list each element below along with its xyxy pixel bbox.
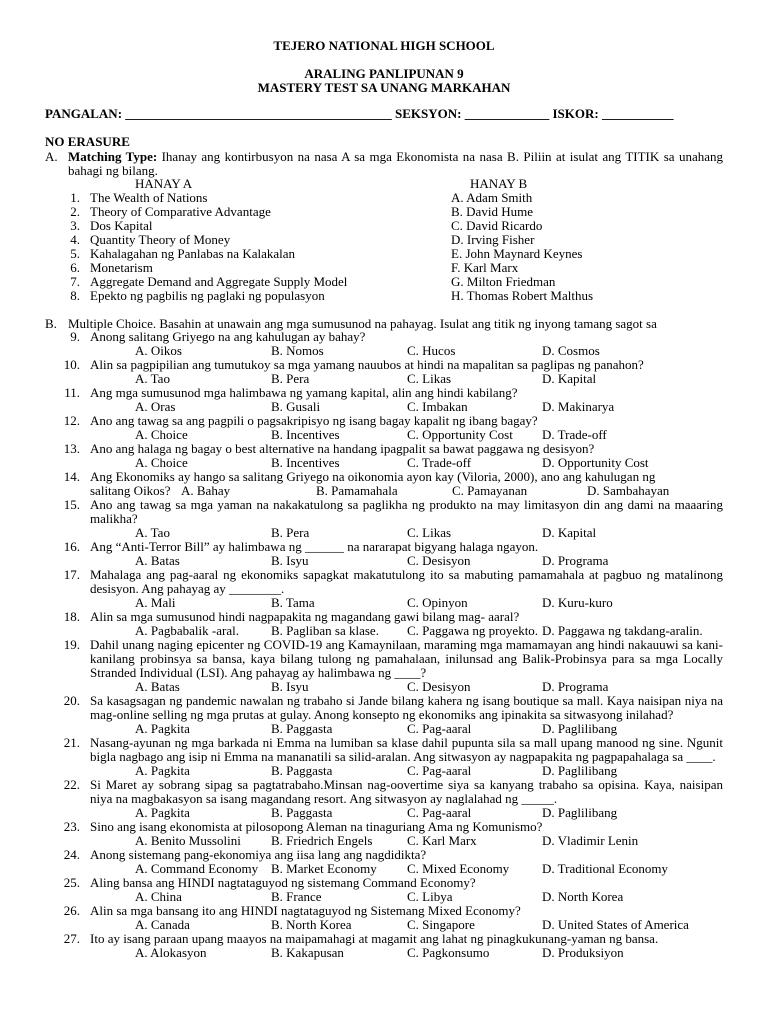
option-a: A. Choice [135,427,188,442]
option-d: D. Cosmos [542,343,600,358]
option-b: B. Kakapusan [271,945,344,960]
question-number: 11. [64,385,80,400]
option-b: B. Tama [271,595,315,610]
question-15 [45,498,723,526]
question-16 [45,540,723,554]
answer-options [45,946,723,960]
option-d: D. Vladimir Lenin [542,833,639,848]
question-21 [45,736,723,764]
option-b: B. Pera [271,525,310,540]
column-b-item: G. Milton Friedman [451,274,556,289]
question-number: 17. [63,567,80,582]
option-b: B. Paggasta [271,721,333,736]
matching-item [45,219,723,233]
option-d: D. Traditional Economy [542,861,669,876]
option-c: C. Likas [407,371,452,386]
option-d: D. Opportunity Cost [542,455,649,470]
subject-title: ARALING PANLIPUNAN 9 [304,66,464,81]
option-c: C. Pag-aaral [407,763,472,778]
column-a-item: Kahalagahan ng Panlabas na Kalakalan [90,246,296,261]
question-27 [45,932,723,946]
answer-options [45,722,723,736]
option-c: C. Trade-off [407,455,472,470]
question-12 [45,414,723,428]
option-c: C. Hucos [407,343,456,358]
question-text: Alin sa mga bansang ito ang HINDI nagtataguyod ng Sistemang Mixed Economy? [90,903,521,918]
section-a-label: Matching Type: [68,149,158,164]
question-number: 22. [63,777,80,792]
option-a: A. Batas [135,553,180,568]
question-list [45,330,723,960]
option-d: D. United States of America [542,917,689,932]
question-number: 19. [63,637,80,652]
option-a: A. Tao [135,371,170,386]
option-d: D. Paglilibang [542,721,618,736]
question-number: 18. [63,609,80,624]
option-b: B. Paggasta [271,805,333,820]
school-name: TEJERO NATIONAL HIGH SCHOOL [273,38,495,53]
answer-options [45,428,723,442]
option-c: C. Libya [407,889,453,904]
column-b-item: D. Irving Fisher [451,232,535,247]
option-a: A. Oikos [135,343,182,358]
column-a-item: Quantity Theory of Money [90,232,231,247]
option-c: C. Pag-aaral [407,805,472,820]
question-text: Alin sa mga sumusunod hindi nagpapakita ng magandang gawi bilang mag- aaral? [90,609,520,624]
section-a-instruction [45,150,723,178]
option-c: C. Opportunity Cost [407,427,513,442]
option-c: C. Pag-aaral [407,721,472,736]
option-a: A. Alokasyon [135,945,207,960]
question-9 [45,330,723,344]
no-erasure-note: NO ERASURE [45,134,130,149]
question-17 [45,568,723,596]
column-a-item: The Wealth of Nations [90,190,208,205]
option-a: A. Pagbabalik -aral. [135,623,239,638]
matching-item [45,289,723,303]
item-number: 2. [70,204,80,219]
option-a: A. Tao [135,525,170,540]
matching-item [45,233,723,247]
option-d: D. Kapital [542,371,597,386]
option-b: B. Friedrich Engels [271,833,373,848]
option-c: C. Opinyon [407,595,468,610]
question-text: Sino ang isang ekonomista at pilosopong Aleman na tinaguriang Ama ng Komunismo? [90,819,543,834]
option-a: A. Oras [135,399,176,414]
matching-item [45,205,723,219]
question-number: 16. [63,539,80,554]
question-text: Ano ang tawag sa mga yaman na nakakatulong sa paglikha ng produkto na may limitasyon din ang dami na maaaring malikha? [90,497,723,526]
question-text: Sa kasagsagan ng pandemic nawalan ng trabaho si Jande bilang kahera ng isang boutique sa mall. Kaya naisipan niya na mag-online selling ng mga prutas at gulay. Anong konsepto ng ekonomiks ang ipinakita sa sitwasyong inilahad? [90,693,723,722]
column-a-item: Epekto ng pagbilis ng paglaki ng populasyon [90,288,325,303]
column-a-item: Monetarism [90,260,153,275]
name-section-score-line: PANGALAN: _________________________________________ SEKSYON: _____________ ISKOR: ___________ [45,106,674,121]
matching-item [45,247,723,261]
section-a-letter: A. [45,149,58,164]
option-b: B. Market Economy [271,861,377,876]
option-d: D. Kuru-kuro [542,595,613,610]
option-d: D. Programa [542,553,609,568]
option-b: B. Pamamahala [316,483,398,498]
option-a: A. Canada [135,917,190,932]
option-b: B. France [271,889,322,904]
option-b: B. North Korea [271,917,352,932]
question-text: Nasang-ayunan ng mga barkada ni Emma na lumiban sa klase dahil pupunta sila sa mall upang manood ng sine. Ngunit bigla nagbago ang isip ni Emma na mananatili sa silid-aralan. Ang sitwasyon ay nagpapakita ng pagpapahalaga sa ____. [90,735,723,764]
answer-options [45,918,723,932]
question-text: Ang Ekonomiks ay hango sa salitang Griyego na oikonomia ayon kay (Viloria, 2000), ano ang kahulugan ng [90,469,656,484]
answer-options [45,526,723,540]
item-number: 3. [70,218,80,233]
item-number: 4. [70,232,80,247]
option-c: C. Imbakan [407,399,468,414]
question-20 [45,694,723,722]
option-d: D. Produksiyon [542,945,624,960]
column-a-item: Dos Kapital [90,218,153,233]
answer-options [45,344,723,358]
question-number: 13. [63,441,80,456]
question-11 [45,386,723,400]
question-13 [45,442,723,456]
answer-options [45,862,723,876]
question-text: Alin sa pagpipilian ang tumutukoy sa mga yamang nauubos at hindi na mapalitan sa paglipas ng panahon? [90,357,644,372]
question-number: 20. [63,693,80,708]
question-number: 9. [70,329,80,344]
option-a: A. Command Economy [135,861,259,876]
option-b: B. Incentives [271,427,340,442]
column-a-item: Theory of Comparative Advantage [90,204,271,219]
option-c: C. Desisyon [407,553,471,568]
column-b-item: H. Thomas Robert Malthus [451,288,594,303]
question-24 [45,848,723,862]
answer-options [45,400,723,414]
question-19 [45,638,723,680]
item-number: 5. [70,246,80,261]
column-b-item: F. Karl Marx [451,260,519,275]
option-d: D. Paglilibang [542,763,618,778]
answer-options-inline [90,484,723,498]
question-text: Dahil unang naging epicenter ng COVID-19 ang Kamaynilaan, maraming mga mamamayan ang hindi nakauuwi sa kani-kanilang probinsya sa bansa, kaya bilang tulong ng pamahalaan, inilunsad ang Balik-Probinsya para sa mga Locally Stranded Individual (LSI). Ang pahayag ay halimbawa ng ____? [90,637,723,680]
item-number: 8. [70,288,80,303]
test-title: MASTERY TEST SA UNANG MARKAHAN [257,80,511,95]
option-b: B. Isyu [271,679,309,694]
question-number: 23. [63,819,80,834]
section-b-letter: B. [45,316,57,331]
item-number: 6. [70,260,80,275]
question-text: Si Maret ay sobrang sipag sa pagtatrabaho.Minsan nag-oovertime siya sa kanyang trabaho sa opisina. Kaya, naisipan niya na magbakasyon sa isang magandang resort. Ang sitwasyon ay naglalahad ng _____. [90,777,723,806]
option-d: D. Makinarya [542,399,615,414]
option-a: A. Pagkita [135,721,190,736]
item-number: 1. [70,190,80,205]
question-23 [45,820,723,834]
column-a-heading: HANAY A [135,176,193,191]
question-18 [45,610,723,624]
answer-options [45,890,723,904]
option-c: C. Karl Marx [407,833,477,848]
option-b: B. Pagliban sa klase. [271,623,379,638]
question-number: 24. [63,847,80,862]
matching-item [45,261,723,275]
question-text: Ang mga sumusunod mga halimbawa ng yamang kapital, alin ang hindi kabilang? [90,385,518,400]
question-number: 12. [63,413,80,428]
answer-options [45,834,723,848]
answer-options [45,372,723,386]
question-text-continued: salitang Oikos? [90,483,171,498]
option-b: B. Isyu [271,553,309,568]
item-number: 7. [70,274,80,289]
option-d: D. Kapital [542,525,597,540]
question-text: Ano ang halaga ng bagay o best alternative na handang ipagpalit sa bawat paggawa ng desisyon? [90,441,595,456]
question-25 [45,876,723,890]
option-a: A. Mali [135,595,176,610]
option-c: C. Desisyon [407,679,471,694]
question-number: 10. [63,357,80,372]
option-a: A. Batas [135,679,180,694]
column-b-heading: HANAY B [470,176,528,191]
question-text: Ang “Anti-Terror Bill” ay halimbawa ng ______ na nararapat bigyang halaga ngayon. [90,539,539,554]
question-14 [45,470,723,484]
column-a-item: Aggregate Demand and Aggregate Supply Model [90,274,348,289]
option-b: B. Gusali [271,399,321,414]
question-text: Mahalaga ang pag-aaral ng ekonomiks sapagkat makatutulong ito sa mabuting pamamahala at pagbuo ng matalinong desisyon. Ang pahayag ay ________. [90,567,723,596]
option-b: B. Incentives [271,455,340,470]
question-text: Anong salitang Griyego na ang kahulugan ay bahay? [90,329,366,344]
section-b-text: Multiple Choice. Basahin at unawain ang mga sumusunod na pahayag. Isulat ang titik ng inyong tamang sagot sa [68,316,657,331]
option-c: C. Mixed Economy [407,861,510,876]
option-c: C. Singapore [407,917,475,932]
section-a-text: Ihanay ang kontirbusyon na nasa A sa mga Ekonomista na nasa B. Piliin at isulat ang TITIK sa unahang bahagi ng bilang. [68,149,723,178]
column-b-item: C. David Ricardo [451,218,543,233]
question-number: 27. [63,931,80,946]
question-number: 21. [63,735,80,750]
option-c: C. Pamayanan [452,483,528,498]
answer-options [45,456,723,470]
option-c: C. Pagkonsumo [407,945,490,960]
question-22 [45,778,723,806]
option-c: C. Likas [407,525,452,540]
question-number: 26. [63,903,80,918]
question-number: 15. [63,497,80,512]
option-d: D. North Korea [542,889,624,904]
answer-options [45,806,723,820]
option-a: A. Pagkita [135,805,190,820]
option-d: D. Paglilibang [542,805,618,820]
option-d: D. Programa [542,679,609,694]
question-text: Anong sistemang pang-ekonomiya ang iisa lang ang nagdidikta? [90,847,427,862]
answer-options [45,624,723,638]
question-number: 25. [63,875,80,890]
option-a: A. Benito Mussolini [135,833,241,848]
column-b-item: A. Adam Smith [451,190,533,205]
option-b: B. Pera [271,371,310,386]
option-a: A. China [135,889,182,904]
option-d: D. Sambahayan [587,483,670,498]
option-c: C. Paggawa ng proyekto. [407,623,539,638]
matching-item [45,191,723,205]
matching-item [45,275,723,289]
question-10 [45,358,723,372]
question-26 [45,904,723,918]
question-text: Ano ang tawag sa ang pagpili o pagsakripisyo ng isang bagay kapalit ng ibang bagay? [90,413,538,428]
answer-options [45,554,723,568]
question-text: Aling bansa ang HINDI nagtataguyod ng sistemang Command Economy? [90,875,476,890]
question-text: Ito ay isang paraan upang maayos na maipamahagi at magamit ang lahat ng pinagkukunang-yaman ng bansa. [90,931,659,946]
option-a: A. Bahay [181,483,231,498]
option-d: D. Trade-off [542,427,607,442]
answer-options [45,764,723,778]
option-a: A. Pagkita [135,763,190,778]
answer-options [45,680,723,694]
column-b-item: E. John Maynard Keynes [451,246,583,261]
option-d: D. Paggawa ng takdang-aralin. [542,623,703,638]
answer-options [45,596,723,610]
option-a: A. Choice [135,455,188,470]
question-number: 14. [63,469,80,484]
option-b: B. Paggasta [271,763,333,778]
column-b-item: B. David Hume [451,204,533,219]
option-b: B. Nomos [271,343,324,358]
